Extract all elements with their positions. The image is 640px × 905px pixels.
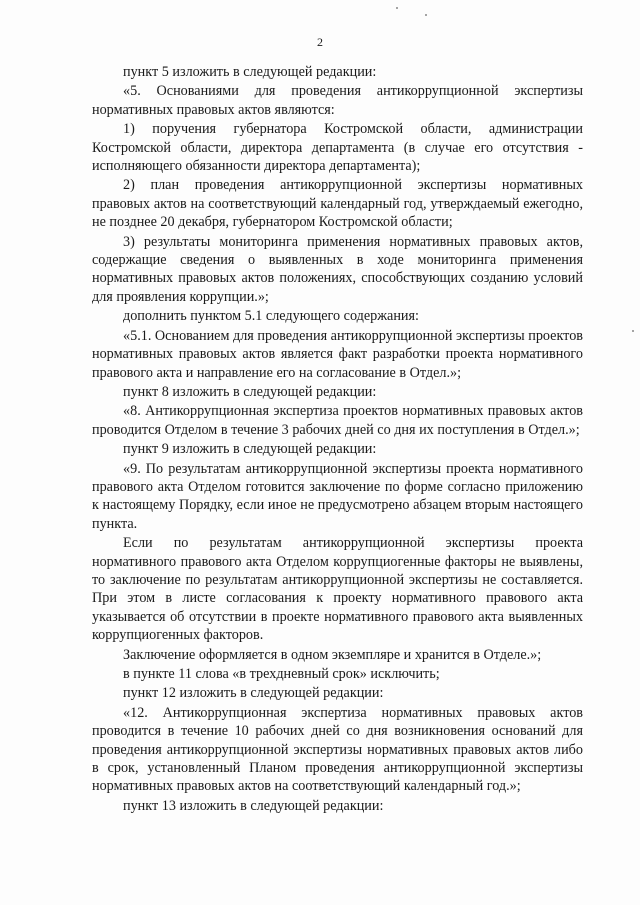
paragraph: пункт 12 изложить в следующей редакции:: [123, 685, 384, 702]
paragraph: пункт 8 изложить в следующей редакции:: [123, 383, 377, 400]
paragraph: пункт 5 изложить в следующей редакции:: [123, 64, 377, 80]
paragraph: «8. Антикоррупционная экспертиза проектов нормативных правовых актов проводится Отделом в течение 3 рабочих дней со дня их поступления в Отдел.»;: [92, 403, 583, 438]
scan-speck: [396, 7, 398, 9]
page-number: 2: [317, 35, 323, 49]
paragraph: 1) поручения губернатора Костромской области, администрации Костромской области, директора департамента (в случае его отсутствия - исполняющего обязанности директора департамента);: [92, 121, 583, 175]
scan-speck: [632, 330, 634, 332]
paragraph: дополнить пунктом 5.1 следующего содержания:: [123, 308, 419, 325]
paragraph: Заключение оформляется в одном экземпляре и хранится в Отделе.»;: [123, 646, 542, 663]
document-body: [92, 63, 583, 816]
paragraph: пункт 9 изложить в следующей редакции:: [123, 441, 377, 458]
paragraph: Если по результатам антикоррупционной экспертизы проекта нормативного правового акта Отделом коррупциогенные факторы не выявлены, то заключение по результатам антикоррупционной экспертизы не составляется. При этом в листе согласования к проекту нормативного правового акта указывается об отсутствии в проекте нормативного правового акта выявленных коррупциогенных факторов.: [92, 535, 583, 644]
paragraph: 2) план проведения антикоррупционной экспертизы нормативных правовых актов на соответствующий календарный год, утверждаемый ежегодно, не позднее 20 декабря, губернатором Костромской области;: [92, 177, 583, 231]
paragraph: 3) результаты мониторинга применения нормативных правовых актов, содержащие сведения о выявленных в ходе мониторинга применения нормативных правовых актов положениях, способствующих созданию условий для проявления коррупции.»;: [92, 233, 583, 305]
paragraph: в пункте 11 слова «в трехдневный срок» исключить;: [123, 666, 440, 682]
scan-speck: [425, 14, 427, 16]
paragraph: «5.1. Основанием для проведения антикоррупционной экспертизы проектов нормативных правовых актов является факт разработки проекта нормативного правового акта и направление его на согласование в Отдел.»;: [92, 327, 583, 381]
paragraph: «9. По результатам антикоррупционной экспертизы проекта нормативного правового акта Отделом готовится заключение по форме согласно приложению к настоящему Порядку, если иное не предусмотрено абзацем вторым настоящего пункта.: [92, 460, 583, 532]
paragraph: «12. Антикоррупционная экспертиза нормативных правовых актов проводится в течение 10 рабочих дней со дня возникновения оснований для проведения антикоррупционной экспертизы нормативных правовых актов либо в срок, установленный Планом проведения антикоррупционной экспертизы нормативных правовых актов на соответствующий календарный год.»;: [92, 704, 583, 795]
paragraph: пункт 13 изложить в следующей редакции:: [123, 797, 384, 814]
paragraph: «5. Основаниями для проведения антикоррупционной экспертизы нормативных правовых актов являются:: [92, 83, 583, 118]
